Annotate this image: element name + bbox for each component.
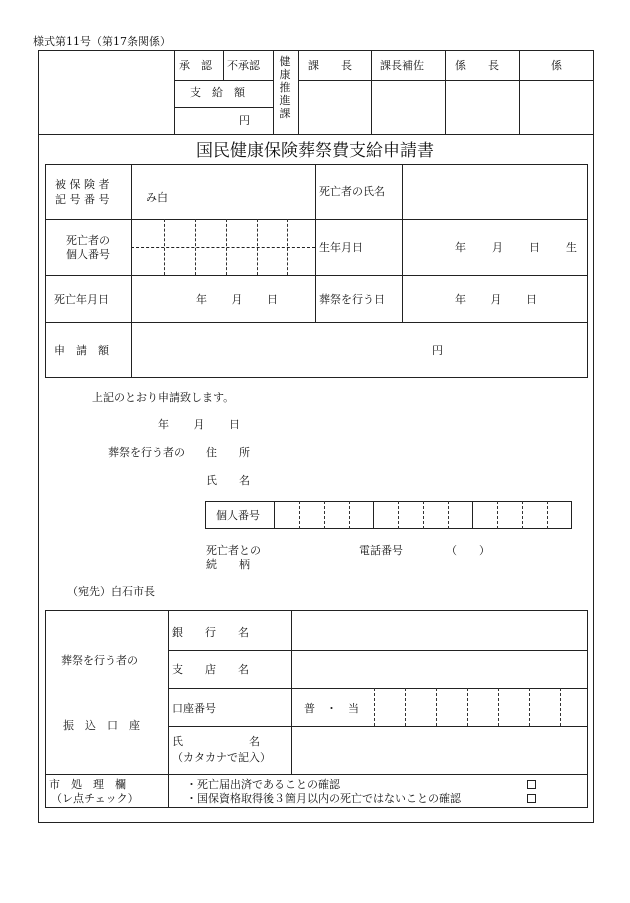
addressee-label: （宛先）白石市長 — [67, 585, 155, 598]
declaration-year-unit: 年 — [158, 418, 169, 431]
death-day-unit: 日 — [267, 293, 278, 306]
birth-suffix: 生 — [566, 241, 577, 254]
insured-label-line2: 記 号 番 号 — [55, 193, 110, 206]
relation-label-line2: 続 柄 — [206, 558, 250, 571]
assistant-chief-label: 課長補佐 — [380, 59, 424, 72]
funeral-date-label: 葬祭を行う日 — [319, 293, 385, 306]
office-label-line2: （レ点チェック） — [51, 792, 139, 805]
reject-label: 不承認 — [227, 59, 260, 72]
payment-amount-label: 支 給 額 — [190, 86, 245, 99]
office-checkbox-1[interactable] — [527, 780, 536, 789]
claim-amount-field[interactable] — [133, 324, 586, 376]
insured-label-line1: 被 保 険 者 — [55, 178, 110, 191]
applicant-label: 葬祭を行う者の — [108, 446, 185, 459]
deceased-id-label-line1: 死亡者の — [66, 234, 110, 247]
office-label-line1: 市 処 理 欄 — [49, 778, 126, 791]
payment-yen-label: 円 — [239, 114, 250, 127]
staff-label: 係 — [551, 59, 562, 72]
applicant-name-field[interactable] — [280, 468, 580, 490]
form-number: 様式第11号（第17条関係） — [33, 35, 171, 48]
death-date-label: 死亡年月日 — [54, 293, 109, 306]
account-holder-label-line2: （カタカナで記入） — [172, 751, 271, 764]
birth-day-unit: 日 — [529, 241, 540, 254]
address-field[interactable] — [280, 440, 580, 462]
unit-chief-label: 係 長 — [455, 59, 499, 72]
funeral-date-field[interactable] — [455, 294, 537, 305]
birth-month-unit: 月 — [492, 241, 503, 254]
department-label: 健 康 推 進 課 — [279, 55, 291, 120]
bank-name-field[interactable] — [293, 612, 586, 649]
section-chief-label: 課 長 — [308, 59, 352, 72]
death-date-field[interactable] — [196, 294, 278, 305]
account-number-label: 口座番号 — [172, 702, 216, 715]
relation-field[interactable] — [276, 542, 346, 570]
page-title: 国民健康保険葬祭費支給申請書 — [196, 141, 434, 161]
bank-name-label: 銀 行 名 — [172, 626, 249, 639]
account-holder-field[interactable] — [293, 728, 586, 772]
funeral-year-unit: 年 — [455, 293, 466, 306]
funeral-month-unit: 月 — [490, 293, 502, 306]
declaration-day-unit: 日 — [229, 418, 240, 431]
phone-field[interactable]: （ ） — [446, 544, 490, 557]
my-number-label: 個人番号 — [216, 509, 260, 522]
declaration-month-unit: 月 — [193, 418, 205, 431]
office-check-text-1: ・死亡届出済であることの確認 — [186, 778, 340, 791]
birth-year-unit: 年 — [455, 241, 466, 254]
approve-label: 承 認 — [179, 59, 212, 72]
birth-date-label: 生年月日 — [319, 241, 363, 254]
relation-label-line1: 死亡者との — [206, 544, 261, 557]
claim-yen-label: 円 — [432, 344, 443, 357]
account-type-selector[interactable]: 普 ・ 当 — [304, 702, 359, 715]
address-label: 住 所 — [206, 446, 250, 459]
insured-number-value[interactable]: み白 — [146, 191, 168, 204]
applicant-name-label: 氏 名 — [206, 474, 250, 487]
deceased-name-field[interactable] — [404, 166, 586, 217]
claim-amount-label: 申 請 額 — [54, 344, 109, 357]
my-number-box — [205, 501, 572, 529]
declaration-date-field[interactable] — [158, 419, 240, 430]
deceased-name-label: 死亡者の氏名 — [319, 185, 385, 198]
birth-date-field[interactable] — [455, 242, 577, 253]
account-holder-label-line1: 氏 名 — [172, 735, 260, 748]
bank-section-label-line2: 振 込 口 座 — [63, 719, 140, 732]
branch-name-field[interactable] — [293, 652, 586, 687]
office-checkbox-2[interactable] — [527, 794, 536, 803]
death-month-unit: 月 — [231, 293, 243, 306]
bank-section-label-line1: 葬祭を行う者の — [61, 654, 138, 667]
deceased-id-label-line2: 個人番号 — [66, 248, 110, 261]
office-check-text-2: ・国保資格取得後３箇月以内の死亡ではないことの確認 — [186, 792, 461, 805]
funeral-day-unit: 日 — [526, 293, 537, 306]
branch-name-label: 支 店 名 — [172, 663, 249, 676]
declaration-statement: 上記のとおり申請致します。 — [92, 391, 235, 404]
phone-label: 電話番号 — [359, 544, 403, 557]
death-year-unit: 年 — [196, 293, 207, 306]
